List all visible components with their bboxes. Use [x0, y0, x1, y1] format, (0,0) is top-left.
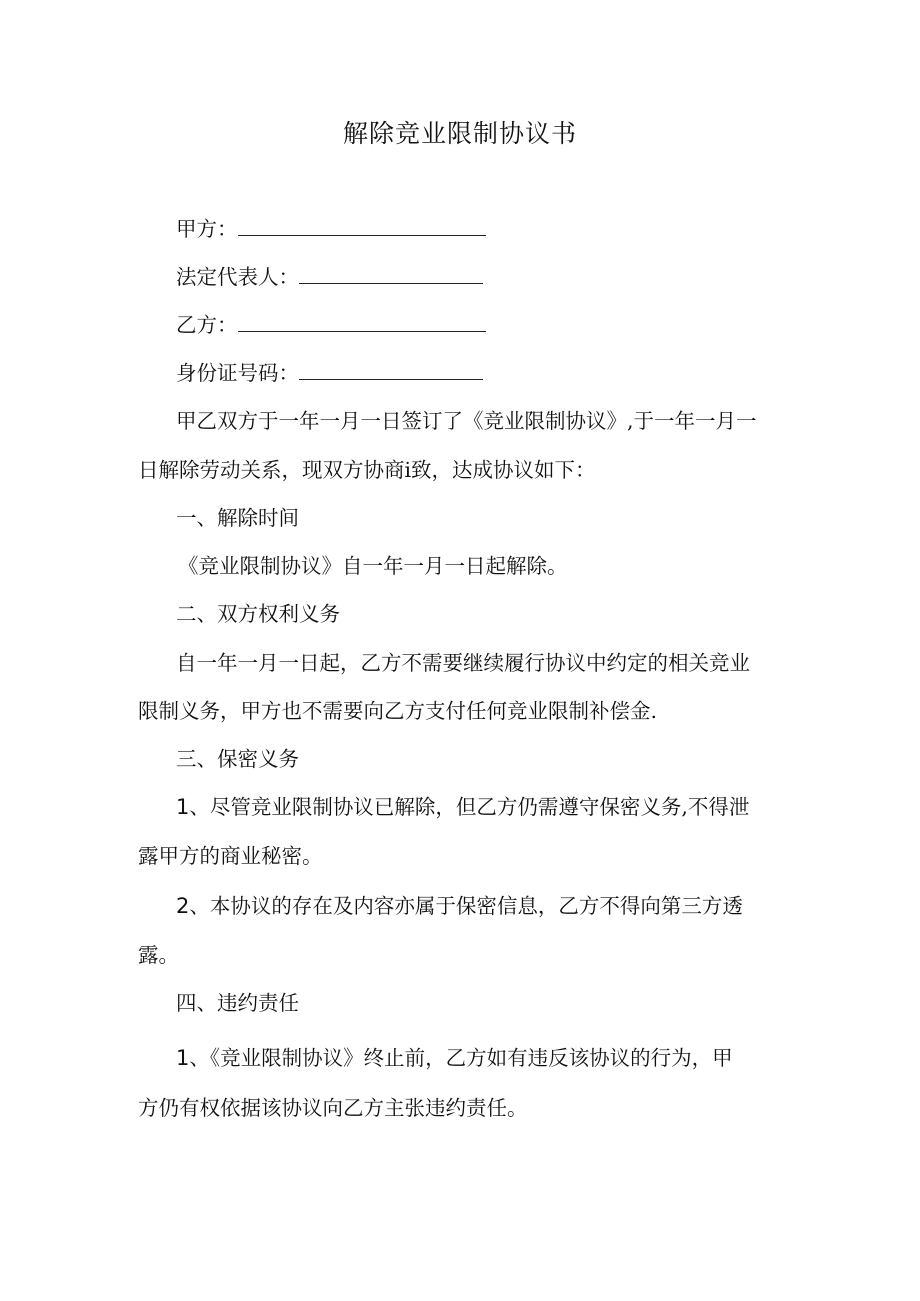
field-legal-representative: [176, 262, 483, 292]
field-label: 乙方：: [176, 313, 238, 337]
field-label: 身份证号码：: [176, 361, 299, 385]
section-3-item-1: [176, 792, 749, 822]
field-id-number: [176, 358, 483, 388]
item-number: 1: [176, 1046, 190, 1070]
section-2-line-1: 自一年一月一日起，乙方不需要继续履行协议中约定的相关竞业: [176, 651, 750, 675]
field-label: 法定代表人：: [176, 265, 299, 289]
item-number: 1: [176, 795, 190, 819]
section-3-heading: 三、保密义务: [176, 747, 299, 771]
item-text: 、尽管竞业限制协议已解除，但乙方仍需遵守保密义务,不得泄: [189, 795, 750, 819]
section-3-item-2-cont: 露。: [138, 943, 179, 967]
section-3-item-1-cont: 露甲方的商业秘密。: [138, 844, 323, 868]
item-text: 、《竞业限制协议》终止前，乙方如有违反该协议的行为，甲: [189, 1046, 733, 1070]
section-3-item-2: [176, 891, 743, 921]
fill-in-blank: [299, 265, 483, 284]
section-1-body: 《竞业限制协议》自一年一月一日起解除。: [178, 554, 568, 578]
document-title: 解除竞业限制协议书: [342, 119, 577, 148]
intro-line-2: 日解除劳动关系，现双方协商i致，达成协议如下：: [138, 458, 596, 482]
section-1-heading: 一、解除时间: [176, 506, 299, 530]
section-4-item-1-cont: 方仍有权依据该协议向乙方主张违约责任。: [138, 1096, 528, 1120]
section-2-line-2: 限制义务，甲方也不需要向乙方支付任何竞业限制补偿金.: [138, 699, 658, 723]
section-2-heading: 二、双方权利义务: [176, 602, 340, 626]
fill-in-blank: [299, 361, 483, 380]
field-party-a: [176, 214, 486, 244]
section-4-item-1: [176, 1043, 733, 1073]
section-4-heading: 四、违约责任: [176, 991, 299, 1015]
item-text: 、本协议的存在及内容亦属于保密信息，乙方不得向第三方透: [189, 894, 743, 918]
intro-line-1: 甲乙双方于一年一月一日签订了《竞业限制协议》,于一年一月一: [176, 409, 757, 433]
field-label: 甲方：: [176, 217, 238, 241]
item-number: 2: [176, 894, 190, 918]
fill-in-blank: [238, 313, 486, 332]
field-party-b: [176, 310, 486, 340]
fill-in-blank: [238, 217, 486, 236]
